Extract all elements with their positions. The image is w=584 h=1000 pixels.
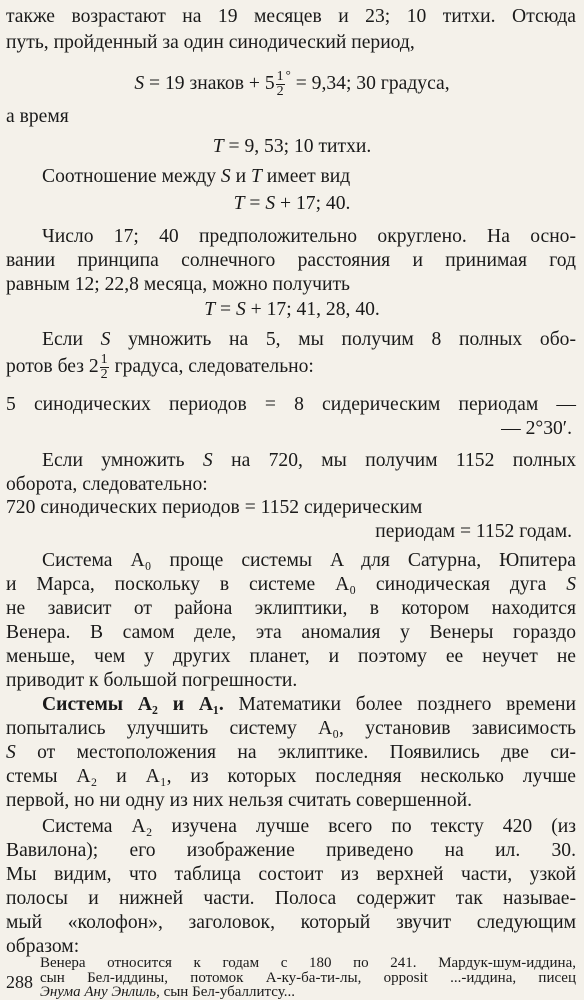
text-line [42,164,350,189]
page-number-text: 288 [6,972,33,992]
text-span: периодам = 1152 годам. [375,521,572,542]
text-span: Система A₀ проще системы A для Сатурна, Юпитера [42,550,576,571]
var-t: T [204,299,216,320]
var-t: T [251,166,262,187]
fraction-numerator: 1 [276,69,284,84]
text-span: Система A₂ изучена лучше всего по тексту 420 (из [42,816,576,837]
text-span: Если умножить [42,450,203,471]
text-span: от местоположения на эклиптике. Появились две си- [15,742,576,763]
text-span: вании принципа солнечного расстояния и принимая год [6,250,576,271]
text-line [6,353,314,382]
var-s: S [134,73,145,94]
text-line [42,548,576,573]
text-span: не зависит от района эклиптики, в котором находится [6,598,576,619]
var-s: S [6,742,16,763]
text-line [6,620,576,645]
text-span: и [230,166,251,187]
text-span: меньше, чем у других планет, и поэтому ее неучет не [6,646,576,667]
text-line [42,814,576,839]
var-s: S [265,193,276,214]
var-s: S [235,299,246,320]
text-line [6,272,350,297]
formula-line [501,416,572,441]
var-s: S [220,166,231,187]
text-span: Венера относится к годам с 180 по 241. Мардук-шум-иддина, [40,955,576,971]
text-span: стемы A₂ и A₁, из которых последняя несколько лучше [6,766,576,787]
text-line [6,572,576,597]
text-span: градуса, следовательно: [109,356,314,377]
formula-ts-refined [0,297,584,322]
text-span: на 720, мы получим 1152 полных [212,450,576,471]
fraction [276,70,285,99]
text-span: сын Бел-иддины, потомок А-ку-ба-ти-лы, opposit ...-иддина, писец [40,970,576,986]
text-span: = [244,193,266,214]
text-line [6,862,576,887]
text-span: Число 17; 40 предположительно округлено. На осно- [42,226,576,247]
text-span: = 9, 53; 10 титхи. [223,136,372,157]
formula-line [6,392,576,417]
var-s: S [566,574,576,595]
text-span: умножить на 5, мы получим 8 полных обо- [110,329,576,350]
text-span: = [215,299,236,320]
text-span: Математики более позднего времени [223,694,576,715]
text-span: Если [42,329,101,350]
text-span: + 17; 41, 28, 40. [245,299,380,320]
text-line [6,716,576,741]
text-span: = 19 знаков + 5 [144,73,275,94]
text-line [6,740,576,765]
var-s: S [100,329,111,350]
text-line [42,327,576,352]
text-line [42,692,576,717]
text-span: приводит к большой погрешности. [6,670,298,691]
text-span: имеет вид [261,166,351,187]
text-span: оборота, следовательно: [6,474,208,495]
text-line [6,472,208,497]
work-title: Энума Ану Энлиль [40,984,157,1000]
text-line [6,248,576,273]
formula-ts [0,191,584,216]
text-span: образом: [6,936,80,957]
quote-line [40,956,576,971]
var-t: T [212,136,224,157]
text-span: + 17; 40. [275,193,351,214]
text-line [6,668,297,693]
text-line [6,764,576,789]
text-line [6,838,576,863]
text-line [6,788,472,813]
text-span: = 9,34; 30 градуса, [290,73,450,94]
text-line [6,104,69,129]
var-t: T [233,193,245,214]
page-number [6,970,33,995]
text-line [6,886,576,911]
text-span: попытались улучшить систему A₀, установив зависимость [6,718,576,739]
text-span: путь, пройденный за один синодический период, [6,32,415,53]
text-span: — 2°30′. [501,418,572,439]
text-line [6,4,576,29]
formula-line [6,495,422,520]
fraction [100,353,109,382]
text-span: ротов без 2 [6,356,99,377]
text-span: также возрастают на 19 месяцев и 23; 10 титхи. Отсюда [6,6,576,27]
text-line [6,910,576,935]
text-span: , сын Бел-убаллитсу... [156,984,295,1000]
text-span: 720 синодических периодов = 1152 сидерическим [6,497,423,518]
text-span: Соотношение между [42,166,221,187]
text-line [6,596,576,621]
text-line [42,224,576,249]
text-line [6,644,576,669]
section-heading: Системы A₂ и A₁. [42,694,224,715]
text-span: полосы и нижней части. Полоса содержит так называе- [6,888,576,909]
quote-line [40,985,295,1000]
text-span: Мы видим, что таблица состоит из верхней части, узкой [6,864,576,885]
fraction-numerator: 1 [100,352,108,367]
formula-line [375,519,572,544]
var-s: S [202,450,213,471]
formula-t [0,134,584,159]
fraction-denominator: 2 [100,367,108,382]
text-span: Вавилона); его изображение приведено на ил. 30. [6,840,576,861]
text-span: а время [6,106,69,127]
text-span: и Марса, поскольку в системе A₀ синодическая дуга [6,574,567,595]
text-span: 5 синодических периодов = 8 сидерическим периодам — [6,394,576,415]
text-span: первой, но ни одну из них нельзя считать совершенной. [6,790,473,811]
text-span: равным 12; 22,8 месяца, можно получить [6,274,350,295]
text-line [6,30,415,55]
degree-sign: ° [285,67,291,82]
fraction-denominator: 2 [276,84,284,99]
formula-s [0,62,584,99]
text-span: мый «колофон», заголовок, который звучит следующим [6,912,576,933]
text-span: Венера. В самом деле, эта аномалия у Венеры гораздо [6,622,576,643]
text-line [42,448,576,473]
